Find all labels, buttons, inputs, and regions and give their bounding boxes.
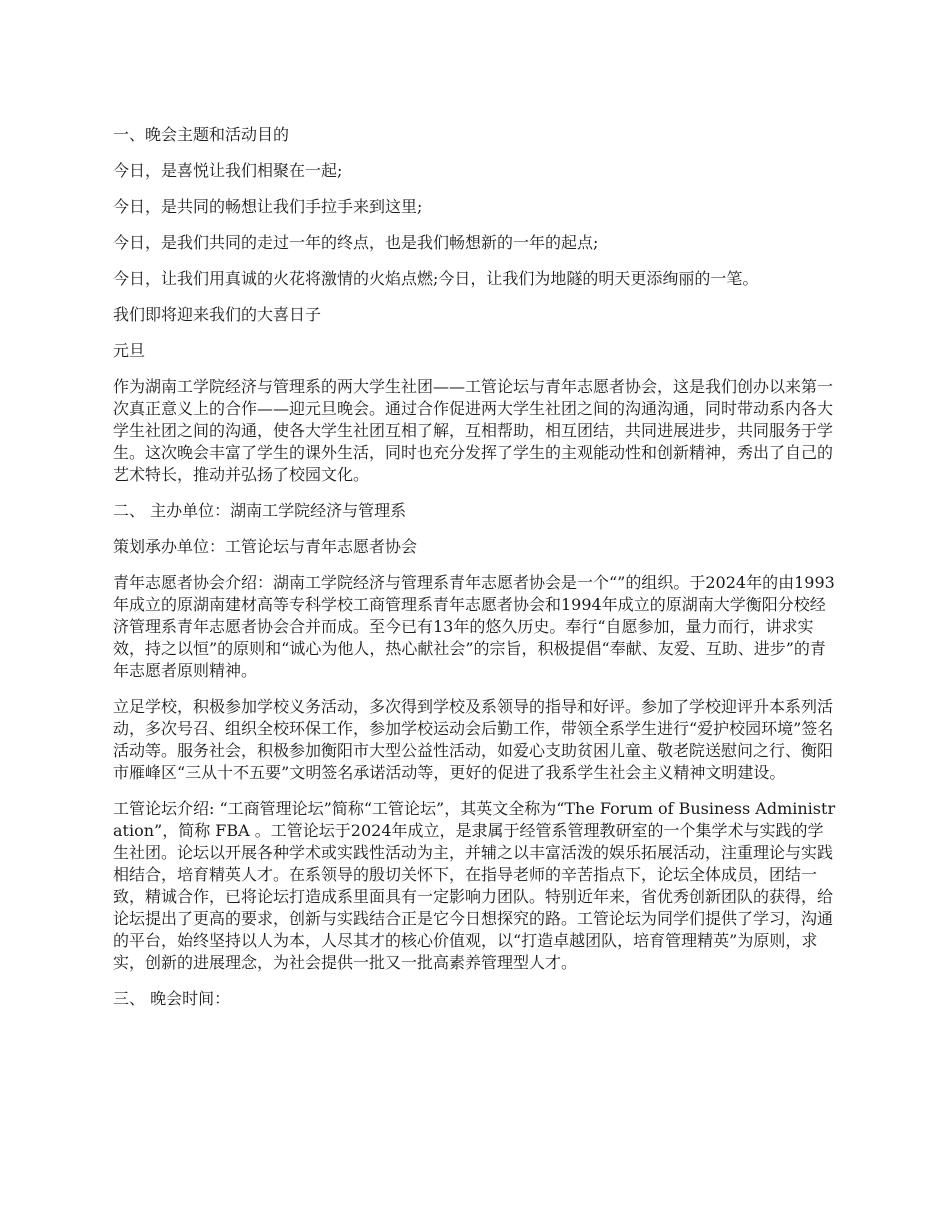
paragraph: 青年志愿者协会介绍：湖南工学院经济与管理系青年志愿者协会是一个“”的组织。于2024年的由1993年成立的原湖南建材高等专科学校工商管理系青年志愿者协会和1994年成立的原湖南大学衡阳分校经济管理系青年志愿者协会合并而成。至今已有13年的悠久历史。奉行“自愿参加，量力而行，讲求实效，持之以恒”的原则和“诚心为他人，热心献社会”的宗旨，积极提倡“奉献、友爱、互助、进步”的青年志愿者原则精神。 <box>113 573 835 680</box>
paragraph: 今日，让我们用真诚的火花将激情的火焰点燃;今日，让我们为地隧的明天更添绚丽的一笔。 <box>113 269 759 288</box>
paragraph: 元旦 <box>113 341 146 360</box>
section-heading-time: 三、 晚会时间： <box>113 989 231 1008</box>
paragraph: 今日，是喜悦让我们相聚在一起; <box>113 161 343 180</box>
document-page <box>113 124 839 1024</box>
paragraph: 立足学校，积极参加学校义务活动，多次得到学校及系领导的指导和好评。参加了学校迎评升本系列活动，多次号召、组织全校环保工作，参加学校运动会后勤工作，带领全系学生进行“爱护校园环境”签名活动等。服务社会，积极参加衡阳市大型公益性活动，如爱心支助贫困儿童、敬老院送慰问之行、衡阳市雁峰区“三从十不五要”文明签名承诺活动等，更好的促进了我系学生社会主义精神文明建设。 <box>113 697 834 782</box>
section-heading-theme: 一、晚会主题和活动目的 <box>113 125 290 144</box>
paragraph: 工管论坛介绍: “工商管理论坛”简称“工管论坛”，其英文全称为“The Forum of Business Administration”，简称 FBA 。工管论坛于2024年成立，是隶属于经管系管理教研室的一个集学术与实践的学生社团。论坛以开展各种学术或实践性活动为主，并辅之以丰富活泼的娱乐拓展活动，注重理论与实践相结合，培育精英人才。在系领导的殷切关怀下，在指导老师的辛苦指点下，论坛全体成员，团结一致，精诚合作，已将论坛打造成系里面具有一定影响力团队。特别近年来，省优秀创新团队的获得，给论坛提出了更高的要求，创新与实践结合正是它今日想探究的路。工管论坛为同学们提供了学习，沟通的平台，始终坚持以人为本，人尽其才的核心价值观，以“打造卓越团队，培育管理精英”为原则，求实，创新的进展理念，为社会提供一批又一批高素养管理型人才。 <box>113 799 836 972</box>
paragraph: 今日，是我们共同的走过一年的终点，也是我们畅想新的一年的起点; <box>113 233 599 252</box>
paragraph: 作为湖南工学院经济与管理系的两大学生社团——工管论坛与青年志愿者协会，这是我们创办以来第一次真正意义上的合作——迎元旦晚会。通过合作促进两大学生社团之间的沟通沟通，同时带动系内各大学生社团之间的沟通，使各大学生社团互相了解，互相帮助，相互团结，共同进展进步，共同服务于学生。这次晚会丰富了学生的课外生活，同时也充分发挥了学生的主观能动性和创新精神，秀出了自己的艺术特长，推动并弘扬了校园文化。 <box>113 377 834 484</box>
paragraph: 策划承办单位：工管论坛与青年志愿者协会 <box>113 537 418 556</box>
section-heading-organizer: 二、 主办单位：湖南工学院经济与管理系 <box>113 501 407 520</box>
paragraph: 我们即将迎来我们的大喜日子 <box>113 305 322 324</box>
paragraph: 今日，是共同的畅想让我们手拉手来到这里; <box>113 197 423 216</box>
